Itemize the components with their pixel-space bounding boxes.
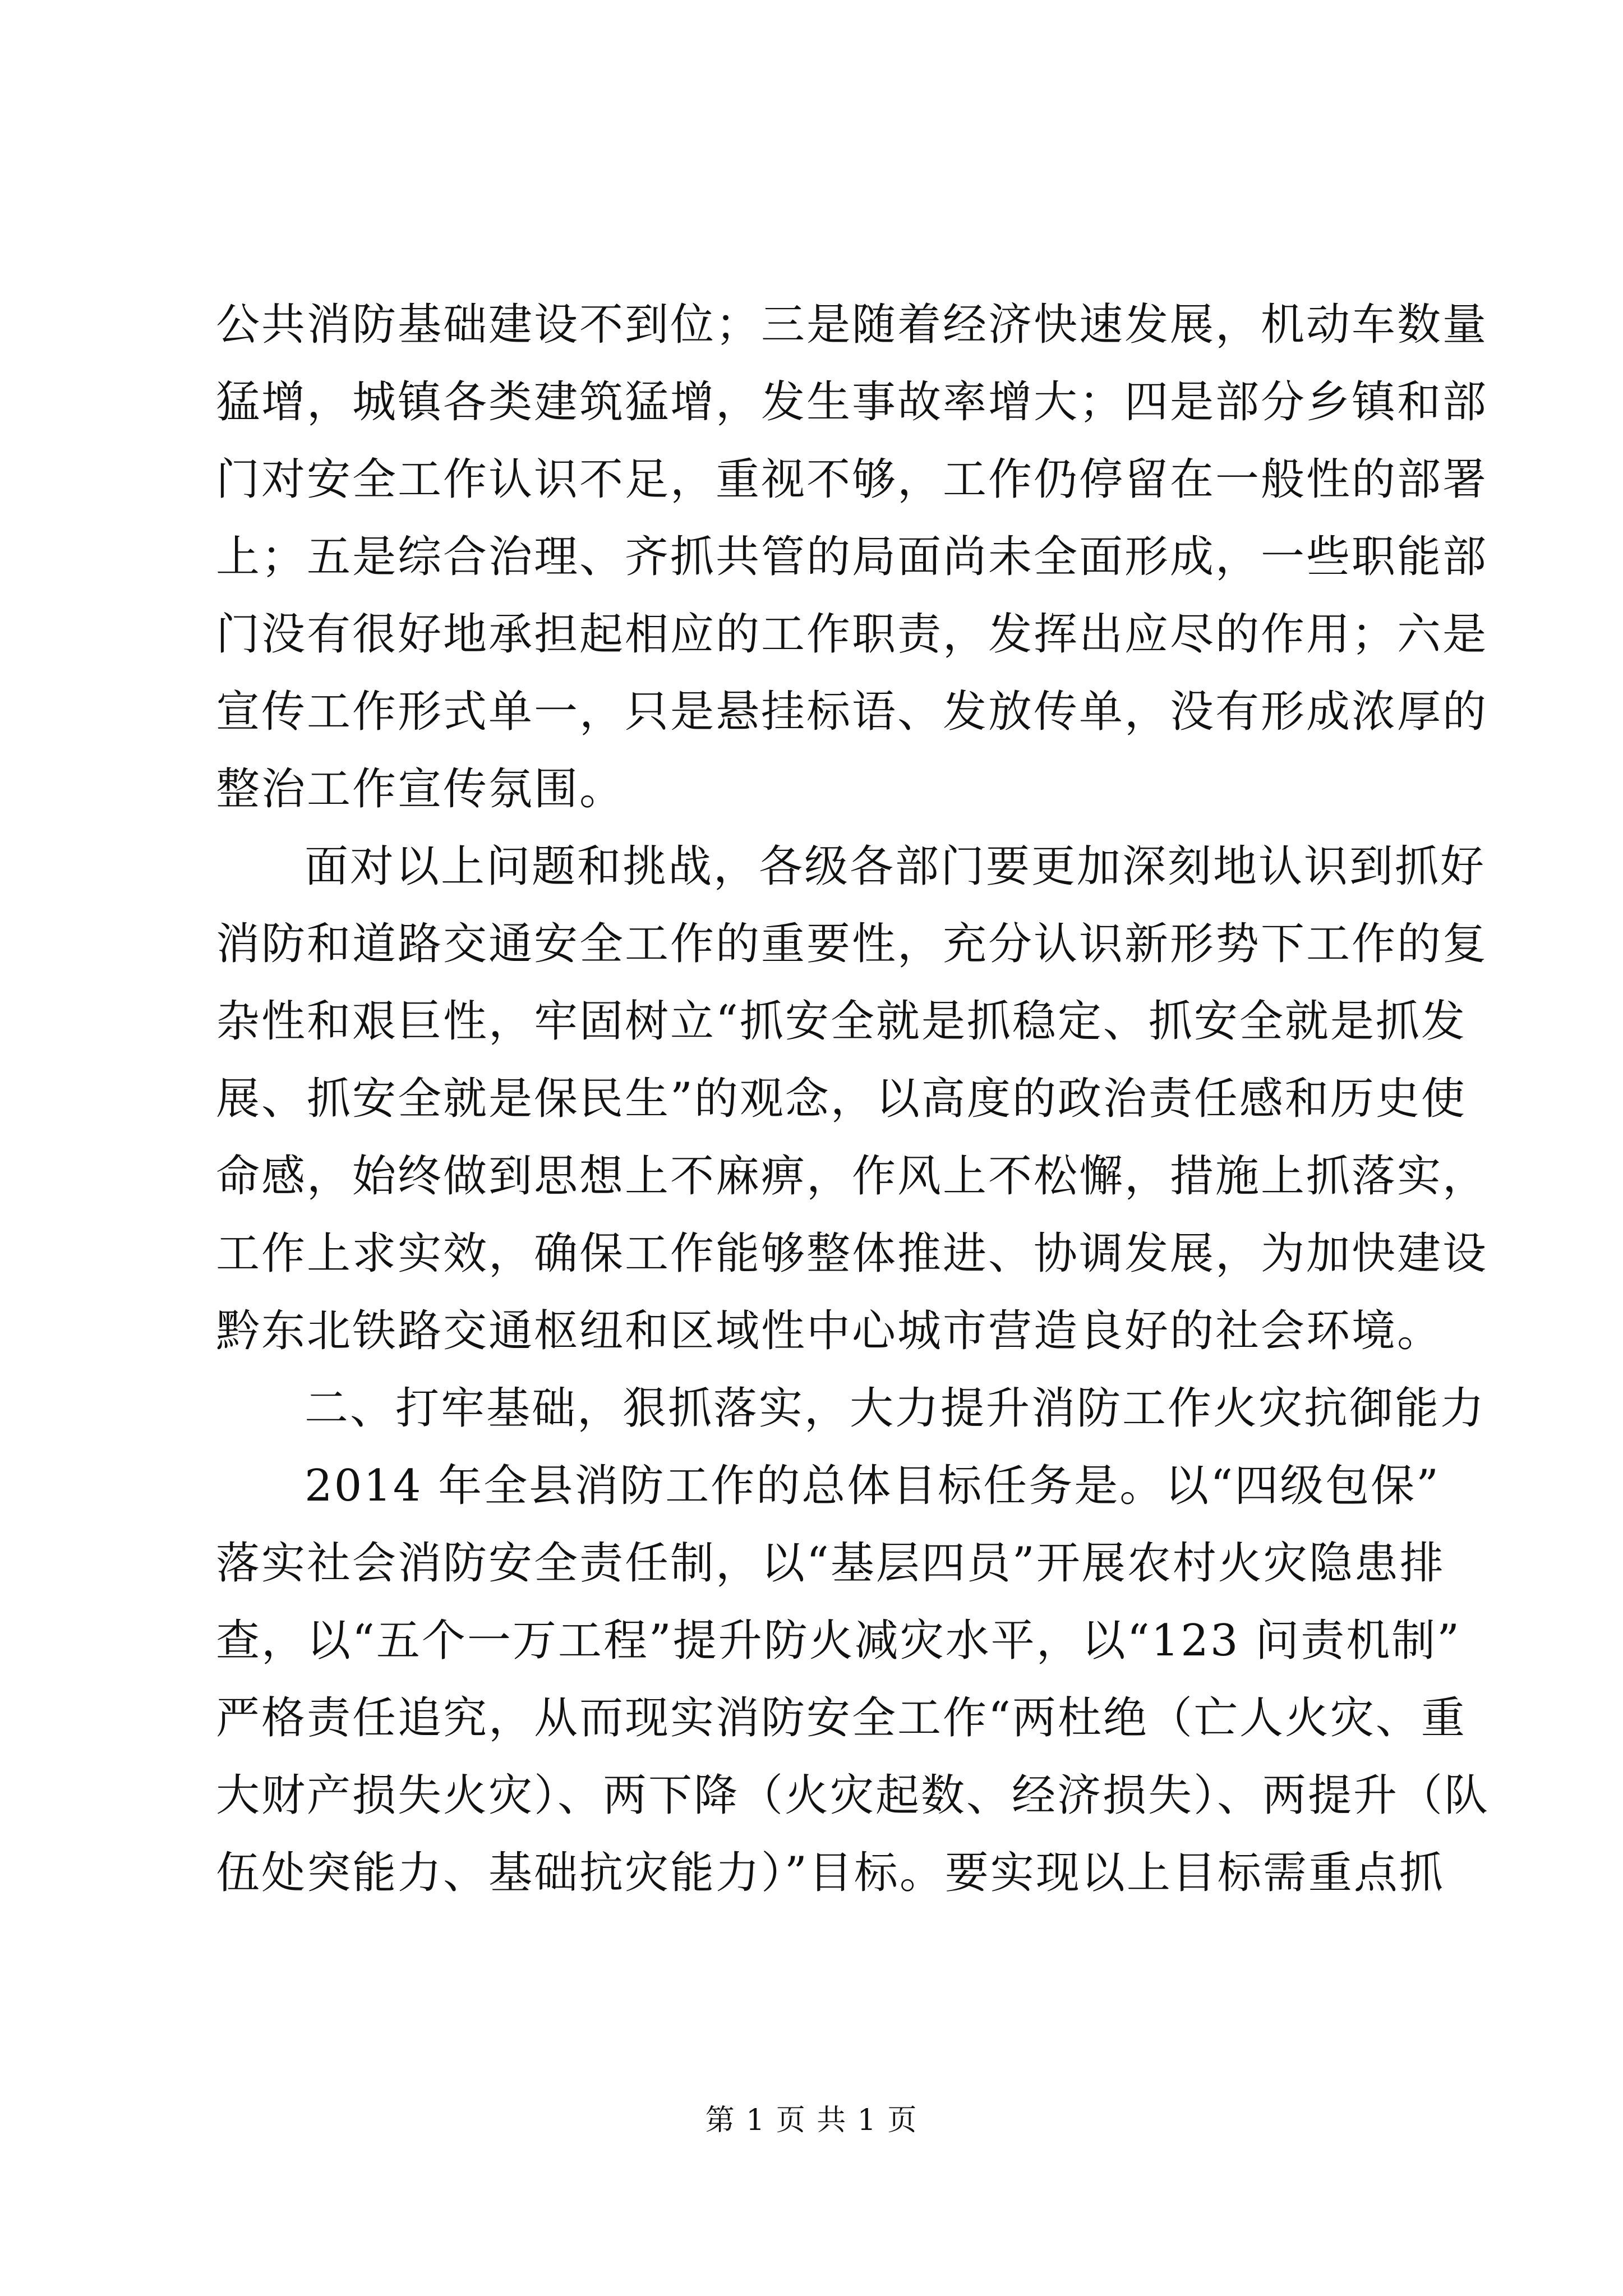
text-line: 大财产损失火灾）、两下降（火灾起数、经济损失）、两提升（队	[216, 1770, 1490, 1821]
page-footer: 第 1 页 共 1 页	[705, 2104, 918, 2137]
section-heading: 二、打牢基础，狠抓落实，大力提升消防工作火灾抗御能力	[305, 1383, 1486, 1434]
document-body	[216, 286, 1490, 1912]
text-line: 查，以“五个一万工程”提升防火减灾水平，以“123 问责机制”	[216, 1616, 1461, 1666]
text-line: 门对安全工作认识不足，重视不够，工作仍停留在一般性的部署	[216, 454, 1488, 505]
text-line: 猛增，城镇各类建筑猛增，发生事故率增大；四是部分乡镇和部	[216, 377, 1488, 427]
text-line: 严格责任追究，从而现实消防安全工作“两杜绝（亡人火灾、重	[216, 1693, 1467, 1743]
text-line: 命感，始终做到思想上不麻痹，作风上不松懈，措施上抓落实，	[216, 1151, 1488, 1202]
text-line: 展、抓安全就是保民生”的观念，以高度的政治责任感和历史使	[216, 1074, 1467, 1124]
text-line: 公共消防基础建设不到位；三是随着经济快速发展，机动车数量	[216, 300, 1488, 350]
text-line: 黔东北铁路交通枢纽和区域性中心城市营造良好的社会环境。	[216, 1306, 1443, 1356]
text-line: 整治工作宣传氛围。	[216, 764, 625, 815]
text-line: 杂性和艰巨性，牢固树立“抓安全就是抓稳定、抓安全就是抓发	[216, 996, 1467, 1047]
text-line: 宣传工作形式单一，只是悬挂标语、发放传单，没有形成浓厚的	[216, 687, 1488, 737]
text-line: 落实社会消防安全责任制，以“基层四员”开展农村火灾隐患排	[216, 1538, 1445, 1589]
text-line: 上；五是综合治理、齐抓共管的局面尚未全面形成，一些职能部	[216, 532, 1488, 582]
paragraph-start-line: 2014 年全县消防工作的总体目标任务是。以“四级包保”	[305, 1461, 1441, 1511]
text-line: 工作上求实效，确保工作能够整体推进、协调发展，为加快建设	[216, 1228, 1488, 1279]
text-line: 消防和道路交通安全工作的重要性，充分认识新形势下工作的复	[216, 919, 1488, 969]
text-line: 门没有很好地承担起相应的工作职责，发挥出应尽的作用；六是	[216, 609, 1488, 660]
text-line: 伍处突能力、基础抗灾能力）”目标。要实现以上目标需重点抓	[216, 1848, 1445, 1898]
paragraph-start-line: 面对以上问题和挑战，各级各部门要更加深刻地认识到抓好	[305, 841, 1486, 892]
